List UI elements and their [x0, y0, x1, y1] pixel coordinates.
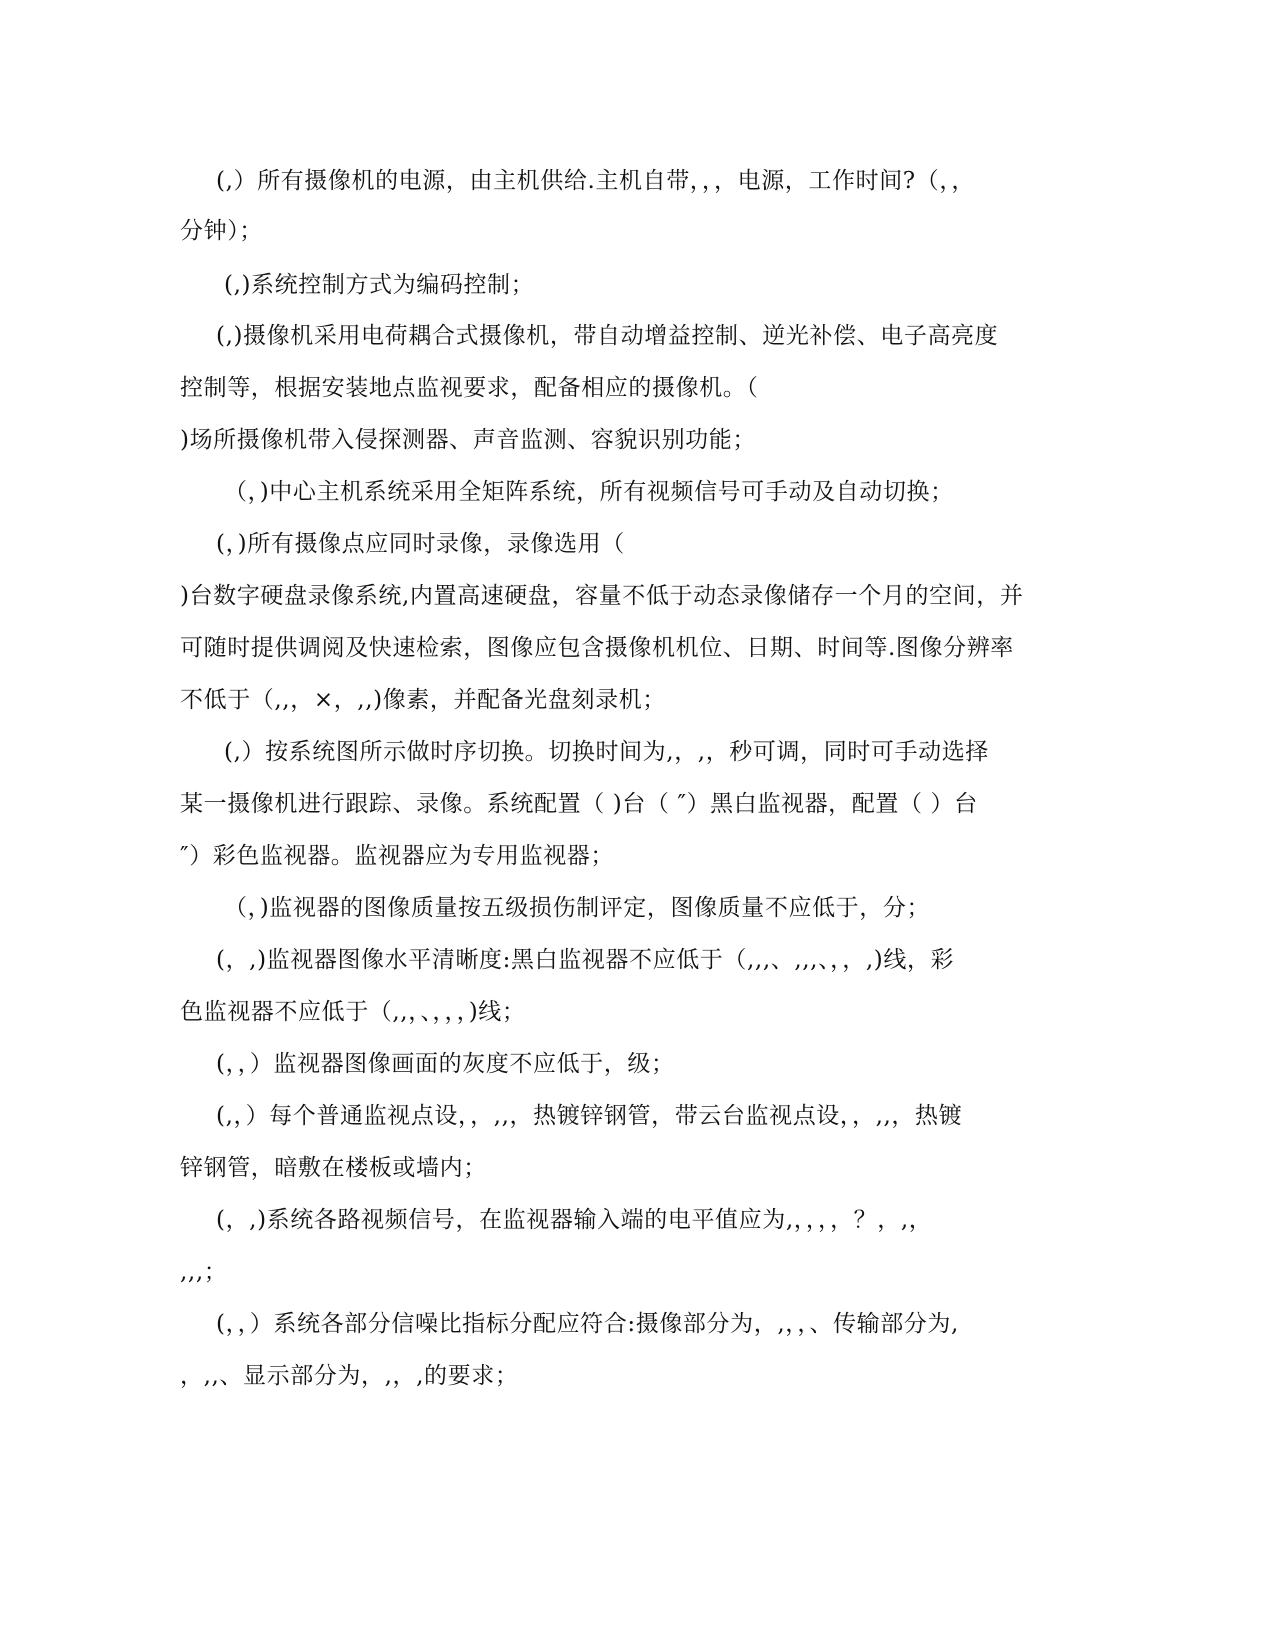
text-line-17: 色监视器不应低于（,,，、，，，)线； — [180, 999, 526, 1025]
text-line-23: (，，）系统各部分信噪比指标分配应符合:摄像部分为，,，，、传输部分为, — [216, 1311, 959, 1337]
text-line-15: （，)监视器的图像质量按五级损伤制评定，图像质量不应低于，分； — [224, 895, 931, 921]
text-line-4: (,)摄像机采用电荷耦合式摄像机，带自动增益控制、逆光补偿、电子高亮度 — [216, 323, 999, 349]
text-line-21: (，,)系统各路视频信号，在监视器输入端的电平值应为,，，，，？，,， — [216, 1207, 933, 1233]
text-line-1: (,）所有摄像机的电源，由主机供给.主机自带，，，电源，工作时间?（，， — [216, 168, 976, 194]
text-line-16: (，,)监视器图像水平清晰度:黑白监视器不应低于（,,,、,,,、，，,)线，彩 — [216, 947, 955, 973]
text-line-2: 分钟）； — [180, 218, 263, 244]
text-line-5: 控制等，根据安装地点监视要求，配备相应的摄像机。（ — [180, 375, 759, 401]
text-line-19: (,，）每个普通监视点设，，,,，热镀锌钢管，带云台监视点设，，,,，热镀 — [216, 1103, 963, 1129]
text-line-14: ″）彩色监视器。监视器应为专用监视器； — [180, 843, 614, 869]
text-line-9: )台数字硬盘录像系统,内置高速硬盘，容量不低于动态录像储存一个月的空间，并 — [180, 583, 1024, 609]
text-line-11: 不低于（,,，×，,,)像素，并配备光盘刻录机； — [180, 687, 666, 713]
text-line-7: （，)中心主机系统采用全矩阵系统，所有视频信号可手动及自动切换； — [224, 479, 954, 505]
text-line-24: ，,,、显示部分为，,，,的要求； — [180, 1363, 519, 1389]
text-line-20: 锌钢管，暗敷在楼板或墙内； — [180, 1155, 487, 1181]
text-line-10: 可随时提供调阅及快速检索，图像应包含摄像机机位、日期、时间等.图像分辨率 — [180, 635, 1014, 661]
text-line-6: )场所摄像机带入侵探测器、声音监测、容貌识别功能； — [180, 427, 756, 453]
text-line-13: 某一摄像机进行跟踪、录像。系统配置（ )台（ ″）黑白监视器，配置（ ）台 — [180, 791, 978, 817]
text-line-3: (,)系统控制方式为编码控制； — [224, 272, 535, 298]
text-line-8: (，)所有摄像点应同时录像，录像选用（ — [216, 531, 625, 557]
text-line-12: (,）按系统图所示做时序切换。切换时间为,，,，秒可调，同时可手动选择 — [224, 739, 989, 765]
text-line-18: (，，）监视器图像画面的灰度不应低于，级； — [216, 1051, 675, 1077]
text-line-22: ,,,； — [180, 1259, 228, 1285]
